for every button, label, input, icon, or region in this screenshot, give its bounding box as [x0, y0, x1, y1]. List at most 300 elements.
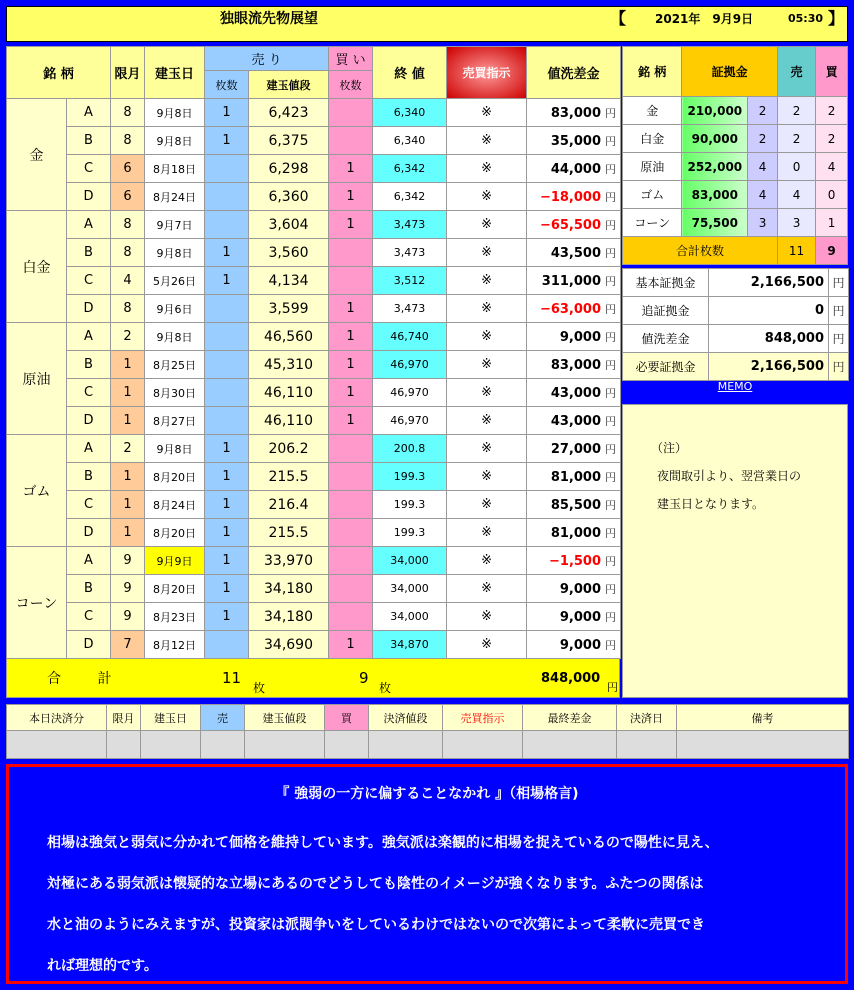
memo-note-title: （注）: [651, 441, 688, 455]
settlement-header: 買: [325, 705, 369, 731]
close-price: 6,342: [373, 183, 447, 211]
summary-table: [622, 268, 849, 381]
yen-unit: 円: [605, 498, 617, 512]
settlement-header: 決済値段: [369, 705, 443, 731]
total-sell-count: 11: [222, 669, 242, 687]
proverb-line-3: 水と油のようにみえますが、投資家は派閥争いをしているわけではないので次第によって柔軟に売買でき: [47, 917, 705, 933]
yen-unit: 円: [605, 610, 617, 624]
memo-line-1: 夜間取引より、翌営業日の: [657, 469, 802, 483]
entry-price: 6,360: [249, 183, 329, 211]
contract-month: 8: [111, 99, 145, 127]
col-month: 限月: [111, 47, 145, 99]
proverb-line-2: 対極にある弱気派は懐疑的な立場にあるのでどうしても陰性のイメージが強くなります。ふたつの関係は: [47, 876, 704, 892]
settlement-header: 最終差金: [523, 705, 617, 731]
yen-unit: 円: [605, 218, 617, 232]
table-row: [7, 351, 621, 379]
margin-amount: 75,500: [682, 209, 748, 237]
contract-month: 1: [111, 519, 145, 547]
diff-value: −18,000: [539, 189, 602, 205]
yen-unit: 円: [605, 246, 617, 260]
diff-value: 311,000: [541, 273, 602, 289]
margin-row: [623, 125, 848, 153]
table-row: [7, 239, 621, 267]
settlement-cell[interactable]: [523, 731, 617, 759]
close-price: 6,340: [373, 99, 447, 127]
entry-price: 34,180: [249, 575, 329, 603]
diff-value: −63,000: [539, 301, 602, 317]
close-price: 200.8: [373, 435, 447, 463]
buy-qty: [329, 547, 373, 575]
memo-link[interactable]: MEMO: [717, 380, 753, 393]
sell-qty: [205, 351, 249, 379]
diff-cell: [527, 435, 621, 463]
entry-date: 8月20日: [145, 519, 205, 547]
proverb-body: [47, 823, 827, 987]
col-qty-buy: 枚数: [329, 71, 373, 99]
margin-row: [623, 97, 848, 125]
yen-unit: 円: [605, 638, 617, 652]
yen-unit: 円: [605, 386, 617, 400]
diff-cell: [527, 519, 621, 547]
entry-date: 8月24日: [145, 183, 205, 211]
instruction-mark: ※: [447, 155, 527, 183]
table-row: [7, 267, 621, 295]
yen-unit: 円: [605, 582, 617, 596]
summary-value: 848,000: [709, 325, 829, 353]
summary-value: 2,166,500: [709, 269, 829, 297]
entry-date: 8月20日: [145, 575, 205, 603]
margin-buy: 1: [816, 209, 848, 237]
settlement-cell[interactable]: [443, 731, 523, 759]
diff-cell: [527, 295, 621, 323]
yen-unit: 円: [605, 330, 617, 344]
entry-price: 6,298: [249, 155, 329, 183]
col-instrument: 銘 柄: [7, 47, 111, 99]
sell-qty: 1: [205, 239, 249, 267]
entry-date: 8月30日: [145, 379, 205, 407]
sell-qty: 1: [205, 603, 249, 631]
instruction-mark: ※: [447, 547, 527, 575]
memo-line-2: 建玉日となります。: [657, 497, 765, 511]
entry-date: 9月6日: [145, 295, 205, 323]
sell-qty: [205, 407, 249, 435]
instruction-mark: ※: [447, 127, 527, 155]
table-row: [7, 407, 621, 435]
table-row: [7, 575, 621, 603]
col-entry-date: 建玉日: [145, 47, 205, 99]
entry-price: 3,604: [249, 211, 329, 239]
yen-unit: 円: [605, 554, 617, 568]
close-price: 199.3: [373, 519, 447, 547]
yen-unit: 円: [605, 190, 617, 204]
settlement-cell[interactable]: [325, 731, 369, 759]
instruction-mark: ※: [447, 295, 527, 323]
entry-date: 9月9日: [145, 547, 205, 575]
buy-qty: 1: [329, 155, 373, 183]
entry-price: 45,310: [249, 351, 329, 379]
sell-qty: [205, 211, 249, 239]
settlement-header: 限月: [107, 705, 141, 731]
margin-buy: 2: [816, 97, 848, 125]
contract-key: C: [67, 379, 111, 407]
summary-yen: 円: [829, 325, 849, 353]
yen-unit: 円: [605, 358, 617, 372]
entry-date: 8月24日: [145, 491, 205, 519]
settlement-cell[interactable]: [107, 731, 141, 759]
settlement-header: 売買指示: [443, 705, 523, 731]
total-yen: 円: [607, 681, 618, 694]
margin-lots: 3: [748, 209, 778, 237]
instrument-name: 原油: [7, 323, 67, 435]
table-row: [7, 435, 621, 463]
table-header-row: [7, 47, 621, 71]
margin-sell: 3: [777, 209, 815, 237]
proverb-line-4: れば理想的です。: [47, 958, 158, 974]
margin-lots: 4: [748, 181, 778, 209]
entry-price: 3,599: [249, 295, 329, 323]
total-buy-count: 9: [359, 669, 369, 687]
close-price: 3,473: [373, 211, 447, 239]
margin-col-instrument: 銘 柄: [623, 47, 682, 97]
total-amount: 848,000: [541, 671, 601, 686]
sell-qty: [205, 155, 249, 183]
diff-cell: [527, 239, 621, 267]
instrument-name: コーン: [7, 547, 67, 659]
settlement-row: [7, 731, 849, 759]
sell-qty: 1: [205, 575, 249, 603]
settlement-header-row: [7, 705, 849, 731]
sell-qty: 1: [205, 435, 249, 463]
buy-qty: 1: [329, 295, 373, 323]
contract-month: 8: [111, 127, 145, 155]
buy-qty: 1: [329, 379, 373, 407]
contract-month: 1: [111, 379, 145, 407]
diff-value: 44,000: [550, 161, 602, 177]
total-buy-unit: 枚: [379, 681, 392, 695]
close-price: 34,000: [373, 547, 447, 575]
diff-cell: [527, 407, 621, 435]
instrument-name: 金: [7, 99, 67, 211]
diff-cell: [527, 491, 621, 519]
close-price: 3,473: [373, 295, 447, 323]
page-title: 独眼流先物展望: [220, 11, 318, 27]
sell-qty: 1: [205, 127, 249, 155]
close-price: 46,970: [373, 379, 447, 407]
contract-month: 8: [111, 295, 145, 323]
close-price: 34,000: [373, 575, 447, 603]
diff-cell: [527, 267, 621, 295]
summary-yen: 円: [829, 269, 849, 297]
entry-date: 5月26日: [145, 267, 205, 295]
sell-qty: [205, 379, 249, 407]
margin-instrument: 白金: [623, 125, 682, 153]
diff-cell: [527, 603, 621, 631]
contract-key: A: [67, 99, 111, 127]
summary-row: [623, 269, 849, 297]
contract-key: D: [67, 183, 111, 211]
contract-key: D: [67, 519, 111, 547]
entry-date: 8月18日: [145, 155, 205, 183]
sell-qty: 1: [205, 267, 249, 295]
buy-qty: [329, 435, 373, 463]
diff-cell: [527, 99, 621, 127]
diff-value: 43,000: [550, 413, 602, 429]
settlement-cell[interactable]: [141, 731, 201, 759]
contract-month: 1: [111, 491, 145, 519]
margin-instrument: 金: [623, 97, 682, 125]
contract-key: B: [67, 351, 111, 379]
close-price: 34,000: [373, 603, 447, 631]
instruction-mark: ※: [447, 183, 527, 211]
col-buy: 買 い: [329, 47, 373, 71]
total-bar: [6, 658, 620, 698]
proverb-panel: [6, 764, 848, 984]
diff-cell: [527, 323, 621, 351]
instruction-mark: ※: [447, 575, 527, 603]
margin-amount: 83,000: [682, 181, 748, 209]
contract-key: C: [67, 491, 111, 519]
contract-key: D: [67, 407, 111, 435]
diff-cell: [527, 631, 621, 659]
settlement-header: 決済日: [617, 705, 677, 731]
settlement-header: 売: [201, 705, 245, 731]
instrument-name: 白金: [7, 211, 67, 323]
entry-price: 4,134: [249, 267, 329, 295]
summary-row: [623, 325, 849, 353]
entry-price: 33,970: [249, 547, 329, 575]
entry-date: 8月23日: [145, 603, 205, 631]
settlement-cell[interactable]: [7, 731, 107, 759]
diff-value: −1,500: [549, 553, 602, 569]
diff-value: 27,000: [550, 441, 602, 457]
settlement-cell[interactable]: [245, 731, 325, 759]
col-diff: 値洗差金: [527, 47, 621, 99]
diff-cell: [527, 379, 621, 407]
summary-label: 必要証拠金: [623, 353, 709, 381]
contract-key: A: [67, 211, 111, 239]
table-row: [7, 99, 621, 127]
entry-price: 6,375: [249, 127, 329, 155]
margin-col-sell: 売: [777, 47, 815, 97]
contract-key: B: [67, 239, 111, 267]
margin-total-buy: 9: [816, 237, 848, 265]
margin-header-row: [623, 47, 848, 97]
positions-table: [6, 46, 621, 659]
diff-cell: [527, 183, 621, 211]
margin-sell: 2: [777, 97, 815, 125]
summary-yen: 円: [829, 297, 849, 325]
yen-unit: 円: [605, 470, 617, 484]
contract-key: A: [67, 435, 111, 463]
entry-price: 46,110: [249, 407, 329, 435]
table-row: [7, 491, 621, 519]
table-row: [7, 295, 621, 323]
entry-price: 215.5: [249, 463, 329, 491]
contract-month: 2: [111, 323, 145, 351]
sell-qty: 1: [205, 519, 249, 547]
contract-key: D: [67, 295, 111, 323]
margin-row: [623, 209, 848, 237]
summary-value: 0: [709, 297, 829, 325]
buy-qty: 1: [329, 407, 373, 435]
margin-table: [622, 46, 848, 265]
instruction-mark: ※: [447, 351, 527, 379]
contract-month: 8: [111, 211, 145, 239]
instruction-mark: ※: [447, 99, 527, 127]
buy-qty: 1: [329, 323, 373, 351]
instruction-mark: ※: [447, 211, 527, 239]
sell-qty: 1: [205, 491, 249, 519]
settlement-header: 本日決済分: [7, 705, 107, 731]
col-close: 終 値: [373, 47, 447, 99]
table-row: [7, 211, 621, 239]
instruction-mark: ※: [447, 267, 527, 295]
proverb-line-1: 相場は強気と弱気に分かれて価格を維持しています。強気派は楽観的に相場を捉えているので陽性に見え、: [47, 835, 719, 851]
summary-label: 値洗差金: [623, 325, 709, 353]
margin-amount: 90,000: [682, 125, 748, 153]
sell-qty: [205, 323, 249, 351]
yen-unit: 円: [605, 134, 617, 148]
contract-month: 7: [111, 631, 145, 659]
diff-cell: [527, 463, 621, 491]
memo-panel: [622, 404, 848, 698]
entry-date: 9月8日: [145, 239, 205, 267]
instruction-mark: ※: [447, 379, 527, 407]
margin-lots: 4: [748, 153, 778, 181]
sell-qty: [205, 183, 249, 211]
margin-lots: 2: [748, 125, 778, 153]
yen-unit: 円: [605, 302, 617, 316]
diff-value: 35,000: [550, 133, 602, 149]
diff-value: 9,000: [559, 637, 602, 653]
entry-date: 8月25日: [145, 351, 205, 379]
sell-qty: 1: [205, 547, 249, 575]
buy-qty: 1: [329, 631, 373, 659]
margin-buy: 2: [816, 125, 848, 153]
contract-key: A: [67, 547, 111, 575]
contract-month: 1: [111, 463, 145, 491]
settlement-cell[interactable]: [617, 731, 677, 759]
close-price: 34,870: [373, 631, 447, 659]
entry-price: 46,110: [249, 379, 329, 407]
close-price: 46,970: [373, 407, 447, 435]
instrument-name: ゴム: [7, 435, 67, 547]
buy-qty: [329, 575, 373, 603]
table-row: [7, 155, 621, 183]
diff-value: 43,500: [550, 245, 602, 261]
summary-label: 追証拠金: [623, 297, 709, 325]
total-sell-unit: 枚: [253, 681, 266, 695]
margin-sell: 4: [777, 181, 815, 209]
date-bracket-left: 【: [610, 9, 627, 28]
sell-qty: [205, 631, 249, 659]
sell-qty: [205, 295, 249, 323]
table-row: [7, 519, 621, 547]
diff-value: 43,000: [550, 385, 602, 401]
entry-price: 216.4: [249, 491, 329, 519]
contract-month: 2: [111, 435, 145, 463]
col-sell: 売 り: [205, 47, 329, 71]
margin-instrument: ゴム: [623, 181, 682, 209]
summary-label: 基本証拠金: [623, 269, 709, 297]
margin-amount: 252,000: [682, 153, 748, 181]
table-row: [7, 183, 621, 211]
summary-row: [623, 297, 849, 325]
table-row: [7, 547, 621, 575]
col-qty-sell: 枚数: [205, 71, 249, 99]
diff-value: 9,000: [559, 581, 602, 597]
instruction-mark: ※: [447, 631, 527, 659]
contract-month: 4: [111, 267, 145, 295]
settlement-header: 建玉値段: [245, 705, 325, 731]
diff-value: 81,000: [550, 525, 602, 541]
date-bracket-right: 】: [828, 9, 845, 28]
diff-cell: [527, 211, 621, 239]
table-row: [7, 379, 621, 407]
header-date: 2021年 9月9日: [655, 12, 754, 26]
header-time: 05:30: [788, 12, 824, 25]
proverb-title: 『 強弱の一方に偏することなかれ 』（相場格言): [275, 786, 579, 802]
settlement-cell[interactable]: [201, 731, 245, 759]
summary-yen: 円: [829, 353, 849, 381]
entry-price: 206.2: [249, 435, 329, 463]
yen-unit: 円: [605, 274, 617, 288]
contract-month: 6: [111, 183, 145, 211]
settlement-cell[interactable]: [677, 731, 849, 759]
margin-total-row: [623, 237, 848, 265]
contract-key: B: [67, 463, 111, 491]
contract-key: B: [67, 127, 111, 155]
diff-value: 81,000: [550, 469, 602, 485]
diff-cell: [527, 351, 621, 379]
yen-unit: 円: [605, 442, 617, 456]
diff-value: 83,000: [550, 105, 602, 121]
col-entry-price: 建玉値段: [249, 71, 329, 99]
diff-value: −65,500: [539, 217, 602, 233]
close-price: 3,473: [373, 239, 447, 267]
yen-unit: 円: [605, 162, 617, 176]
margin-total-sell: 11: [777, 237, 815, 265]
entry-date: 9月8日: [145, 323, 205, 351]
buy-qty: 1: [329, 183, 373, 211]
close-price: 6,342: [373, 155, 447, 183]
buy-qty: [329, 127, 373, 155]
settlement-header: 備考: [677, 705, 849, 731]
close-price: 46,740: [373, 323, 447, 351]
buy-qty: [329, 239, 373, 267]
contract-key: C: [67, 267, 111, 295]
settlement-cell[interactable]: [369, 731, 443, 759]
margin-instrument: コーン: [623, 209, 682, 237]
margin-amount: 210,000: [682, 97, 748, 125]
margin-col-buy: 買: [816, 47, 848, 97]
contract-month: 1: [111, 351, 145, 379]
buy-qty: [329, 267, 373, 295]
col-instruction: 売買指示: [447, 47, 527, 99]
contract-key: D: [67, 631, 111, 659]
yen-unit: 円: [605, 526, 617, 540]
sell-qty: 1: [205, 463, 249, 491]
close-price: 46,970: [373, 351, 447, 379]
contract-key: C: [67, 603, 111, 631]
margin-row: [623, 181, 848, 209]
diff-value: 9,000: [559, 609, 602, 625]
yen-unit: 円: [605, 414, 617, 428]
diff-value: 85,500: [550, 497, 602, 513]
instruction-mark: ※: [447, 407, 527, 435]
diff-value: 9,000: [559, 329, 602, 345]
margin-buy: 4: [816, 153, 848, 181]
